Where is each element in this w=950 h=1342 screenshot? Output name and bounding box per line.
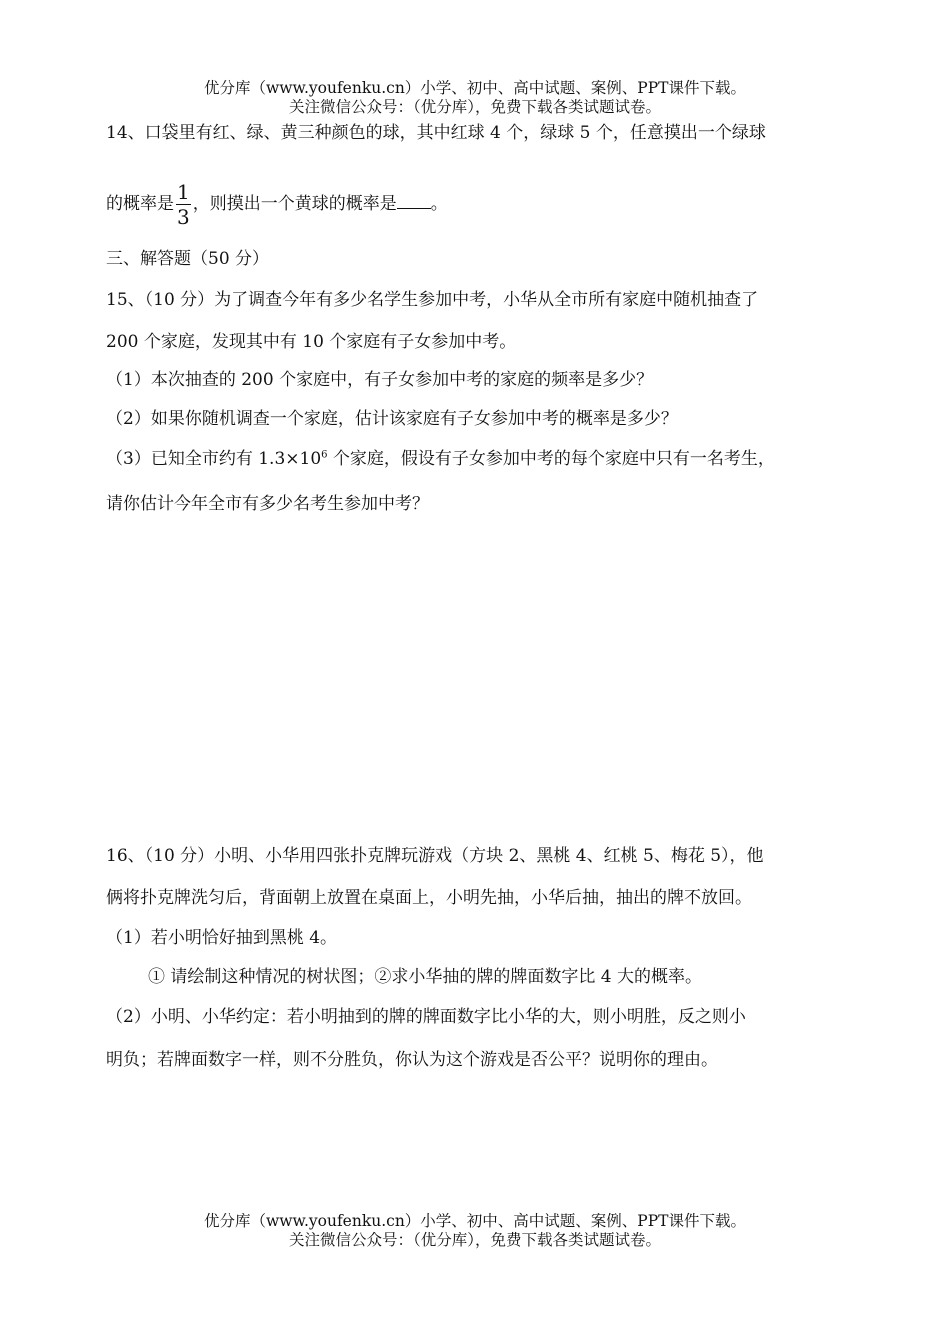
q15-part-3-after: 个家庭，假设有子女参加中考的每个家庭中只有一名考生，: [327, 449, 775, 469]
q16-part-1: （1）若小明恰好抽到黑桃 4。: [106, 928, 338, 948]
fraction-numerator: 1: [177, 180, 190, 204]
footer-line-2: 关注微信公众号：（优分库），免费下载各类试题试卷。: [288, 1231, 661, 1249]
header-line-2: 关注微信公众号：（优分库），免费下载各类试题试卷。: [288, 98, 661, 116]
q16-line-2: 俩将扑克牌洗匀后，背面朝上放置在桌面上，小明先抽，小华后抽，抽出的牌不放回。: [106, 888, 752, 908]
exponent: 6: [321, 449, 328, 461]
q15-line-1: 15、（10 分）为了调查今年有多少名学生参加中考，小华从全市所有家庭中随机抽查了: [106, 290, 759, 310]
q15-part-3-before: （3）已知全市约有 1.3×10: [106, 449, 322, 469]
q16-part-2-line-2: 明负；若牌面数字一样，则不分胜负，你认为这个游戏是否公平？说明你的理由。: [106, 1050, 718, 1070]
q14-line-2: [106, 180, 448, 229]
q14-line-1: 14、口袋里有红、绿、黄三种颜色的球，其中红球 4 个，绿球 5 个，任意摸出一个绿球: [106, 123, 766, 143]
q16-part-1-sub: ① 请绘制这种情况的树状图；②求小华抽的牌的牌面数字比 4 大的概率。: [148, 967, 703, 987]
fraction-denominator: 3: [177, 205, 190, 229]
footer-line-1: 优分库（www.youfenku.cn）小学、初中、高中试题、案例、PPT课件下载。: [203, 1212, 747, 1230]
q15-part-3: [106, 448, 775, 470]
q15-part-2: （2）如果你随机调查一个家庭，估计该家庭有子女参加中考的概率是多少？: [106, 409, 678, 429]
q15-part-1: （1）本次抽查的 200 个家庭中，有子女参加中考的家庭的频率是多少？: [106, 370, 654, 390]
q16-part-2-line-1: （2）小明、小华约定：若小明抽到的牌的牌面数字比小华的大，则小明胜，反之则小: [106, 1007, 746, 1027]
q14-text-end: 。: [430, 194, 448, 214]
q15-line-2: 200 个家庭，发现其中有 10 个家庭有子女参加中考。: [106, 332, 517, 352]
header-line-1: 优分库（www.youfenku.cn）小学、初中、高中试题、案例、PPT课件下载。: [203, 79, 747, 97]
section-3-title: 三、解答题（50 分）: [106, 249, 270, 269]
q16-line-1: 16、（10 分）小明、小华用四张扑克牌玩游戏（方块 2、黑桃 4、红桃 5、梅花 5），他: [106, 846, 764, 866]
q14-text-after: ，则摸出一个黄球的概率是: [192, 194, 397, 214]
answer-blank: [397, 192, 431, 209]
q14-text-before: 的概率是: [106, 194, 174, 214]
q14-fraction: [176, 180, 191, 229]
q15-part-3-line-2: 请你估计今年全市有多少名考生参加中考？: [106, 494, 429, 514]
